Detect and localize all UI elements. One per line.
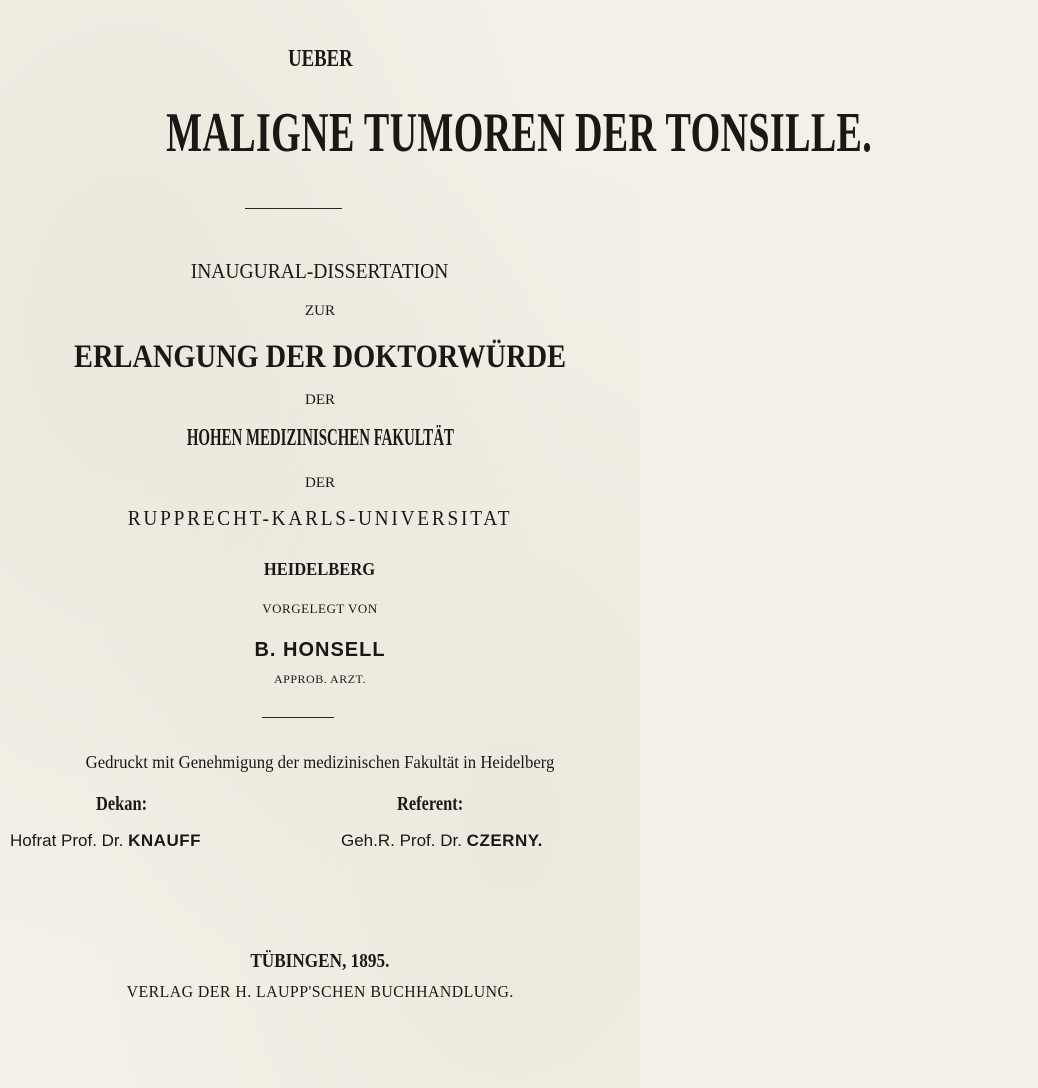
- author-title-text: APPROB. ARZT.: [274, 672, 366, 686]
- referee-label: [397, 793, 478, 816]
- der-text-2: DER: [305, 475, 335, 491]
- faculty-text: HOHEN MEDIZINISCHEN FAKULTÄT: [186, 425, 454, 451]
- author-name: B. HONSELL: [254, 639, 386, 661]
- dean-label-text: Dekan:: [96, 793, 148, 815]
- approval-statement: [0, 752, 640, 773]
- city-line: [0, 559, 640, 580]
- author-line: [0, 639, 640, 662]
- university-line: [0, 506, 640, 531]
- dissertation-text: INAUGURAL-DISSERTATION: [191, 259, 449, 283]
- der-line-2: [0, 475, 640, 492]
- referee-name-prefix: Geh.R. Prof. Dr.: [341, 831, 462, 850]
- erlangung-line: [0, 339, 640, 376]
- publisher-line: [0, 982, 640, 1002]
- zur-line: [0, 303, 640, 320]
- pre-title-text: UEBER: [287, 46, 353, 72]
- dean-name-prefix: Hofrat Prof. Dr.: [10, 831, 124, 850]
- dean-name-line: [10, 831, 201, 851]
- title-divider: [245, 208, 342, 209]
- author-divider: [262, 717, 334, 718]
- main-title-text: MALIGNE TUMOREN DER TONSILLE.: [166, 102, 873, 164]
- faculty-line: [0, 425, 640, 452]
- main-title: [0, 101, 873, 165]
- university-text: RUPPRECHT-KARLS-UNIVERSITAT: [127, 506, 513, 530]
- pre-title: [0, 46, 640, 73]
- presented-by-text: VORGELEGT VON: [262, 601, 378, 616]
- referee-label-text: Referent:: [397, 793, 464, 815]
- author-title-line: [0, 672, 640, 687]
- approval-statement-text: Gedruckt mit Genehmigung der medizinischen Fakultät in Heidelberg: [85, 752, 555, 772]
- place-year-line: [0, 950, 640, 973]
- der-line-1: [0, 392, 640, 409]
- dean-label: [96, 793, 158, 816]
- place-year-text: TÜBINGEN, 1895.: [250, 950, 390, 972]
- referee-name-line: [341, 831, 543, 851]
- erlangung-text: ERLANGUNG DER DOKTORWÜRDE: [73, 339, 567, 375]
- referee-name: CZERNY.: [466, 831, 543, 850]
- der-text-1: DER: [305, 392, 335, 408]
- publisher-text: VERLAG DER H. LAUPP'SCHEN BUCHHANDLUNG.: [126, 982, 514, 1001]
- dissertation-heading: [0, 259, 640, 284]
- city-text: HEIDELBERG: [264, 559, 376, 579]
- presented-by-line: [0, 601, 640, 617]
- dean-name: KNAUFF: [128, 831, 201, 850]
- zur-text: ZUR: [305, 303, 335, 319]
